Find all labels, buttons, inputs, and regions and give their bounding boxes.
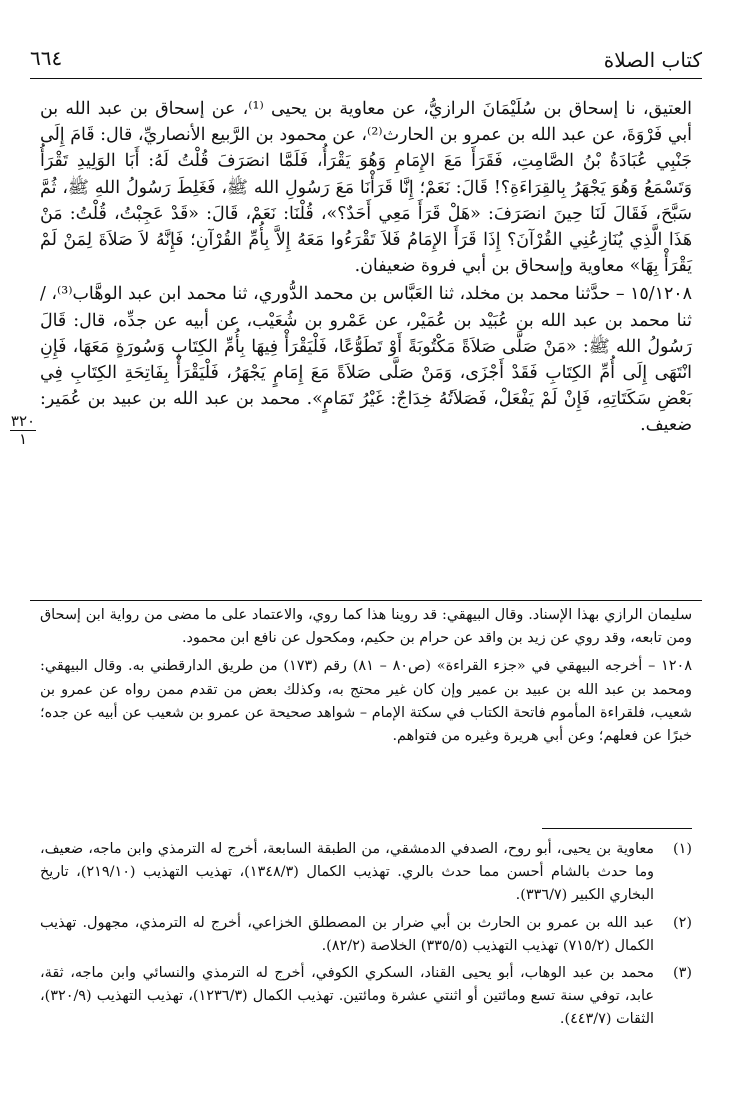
main-text — [40, 96, 692, 439]
commentary-divider — [30, 600, 702, 601]
footnote-text: محمد بن عبد الوهاب، أبو يحيى القناد، السكري الكوفي، أخرج له الترمذي والنسائي وابن ماجه، ثقة، عابد، توفي سنة تسع ومائتين أو اثنتي عشرة ومائتين. تهذيب الكمال (١٢٣٦/٣)، تهذيب التهذيب (٣٢٠/٩)، الثقات (٤٤٣/٧). — [40, 965, 654, 1028]
main-paragraph: العتيق، نا إسحاق بن سُلَيْمَانَ الرازيُّ، عن معاوية بن يحيى ⁽¹⁾، عن إسحاق بن عبد الله بن أبي فَرْوَةَ، عن عبد الله بن عمرو بن الحارث⁽²⁾، عن محمود بن الرَّبيع الأنصاريِّ، قال: قَامَ إِلَى جَنْبِي عُبَادَةُ بْنُ الصَّامِتِ، فَقَرَأَ مَعَ الإِمَامِ وَهُوَ يَقْرَأُ، فَلَمَّا انصَرَفَ قُلْتُ لَهُ: أَبَا الوَلِيدِ تَقْرَأُ وَتَسْمَعُ وَهُوَ يَجْهَرُ بِالقِرَاءَةِ؟! قَالَ: نَعَمْ؛ إِنَّا قَرَأْنَا مَعَ رَسُولِ الله ﷺ، فَغَلِطَ رَسُولُ اللهِ ﷺ، ثُمَّ سَبَّحَ، فَقَالَ لَنَا حِينَ انصَرَفَ: «هَلْ قَرَأَ مَعِي أَحَدٌ؟»، قُلْنَا: نَعَمْ، قَالَ: «قَدْ عَجِبْتُ، قُلْتُ: مَنْ هَذَا الَّذِي يُنَازِعُنِي القُرْآنَ؟ إِذَا قَرَأَ الإِمَامُ فَلاَ تَقْرَءُوا مَعَهُ إِلاَّ بِأُمِّ القُرْآنِ؛ فَإِنَّهُ لاَ صَلاَةَ لِمَنْ لَمْ يَقْرَأْ بِهَا» معاوية وإسحاق بن أبي فروة ضعيفان. — [40, 99, 692, 277]
main-paragraph: ١٥/١٢٠٨ – حدَّثنا محمد بن مخلد، ثنا العَبَّاس بن محمد الدُّوري، ثنا محمد ابن عبد الوهَّاب⁽³⁾، / ثنا محمد بن عبد الله بن عُبَيْد بن عُمَيْر، عن عَمْرو بن شُعَيْب، عن أبيه عن جدِّه، قال: قَالَ رَسُولُ الله ﷺ: «مَنْ صَلَّى صَلاَةً مَكْتُوبَةً أَوْ تَطَوُّعًا، فَلْيَقْرَأْ فِيهَا بِأُمِّ الكِتَابِ وَسُورَةٍ مَعَهَا، فَإِنِ انْتَهَى إِلَى أُمِّ الكِتَابِ فَقَدْ أَجْزَى، وَمَنْ صَلَّى صَلاَةً مَعَ إِمَامٍ يَجْهَرُ، فَلْيَقْرَأْ بِفَاتِحَةِ الكِتَابِ فِي بَعْضِ سَكَتَاتِهِ، فَإِنْ لَمْ يَفْعَلْ، فَصَلاَتُهُ خِدَاجٌ: غَيْرُ تَمَامٍ». محمد بن عبد الله بن عبيد بن عُمَير: ضعيف. — [40, 284, 692, 436]
commentary — [40, 604, 692, 753]
page-number: ٦٦٤ — [30, 46, 63, 70]
footnote-divider — [542, 828, 692, 829]
page-header — [30, 42, 702, 79]
footnote-text: معاوية بن يحيى، أبو روح، الصدفي الدمشقي، من الطبقة السابعة، أخرج له الترمذي وابن ماجه، ضعيف، وما حدث بالشام أحسن مما حدث بالري. تهذيب الكمال (١٣٤٨/٣)، تهذيب التهذيب (٢١٩/١٠)، تاريخ البخاري الكبير (٣٣٦/٧). — [40, 841, 654, 904]
margin-ref-bottom: ١ — [18, 430, 28, 448]
footnotes — [40, 838, 692, 1036]
footnote-number: (٢) — [673, 914, 692, 931]
chapter-title: كتاب الصلاة — [603, 48, 702, 72]
footnote — [40, 838, 692, 908]
footnote — [40, 912, 692, 958]
commentary-paragraph: ١٢٠٨ – أخرجه البيهقي في «جزء القراءة» (ص٨٠ – ٨١) رقم (١٧٣) من طريق الدارقطني به. وقال البيهقي: ومحمد بن عبد الله بن عبيد بن عمير وإن كان غير محتج به، وكذلك بعض من تقدم ممن رواه عن عمرو بن شعيب، فلقراءة المأموم فاتحة الكتاب في سكتة الإمام – شواهد صحيحة عن عمرو بن شعيب عن أبيه عن جده؛ خبرًا عن فعلهم؛ وعن أبي هريرة وغيره من فتواهم. — [40, 658, 692, 745]
footnote-number: (٣) — [673, 965, 692, 982]
commentary-paragraph: سليمان الرازي بهذا الإسناد. وقال البيهقي: قد روينا هذا كما روي، والاعتماد على ما مضى من رواية ابن إسحاق ومن تابعه، وقد روي عن زيد بن واقد عن حرام بن حكيم، ومكحول عن نافع ابن محمود. — [40, 607, 692, 647]
footnote — [40, 962, 692, 1032]
footnote-text: عبد الله بن عمرو بن الحارث بن أبي ضرار بن المصطلق الخزاعي، أخرج له الترمذي، مجهول. تهذيب الكمال (٧١٥/٢) تهذيب التهذيب (٣٣٥/٥) الخلاصة (٨٢/٢). — [40, 914, 654, 954]
margin-ref-top: ٣٢٠ — [10, 412, 36, 430]
footnote-number: (١) — [673, 841, 692, 857]
margin-reference — [6, 413, 40, 447]
